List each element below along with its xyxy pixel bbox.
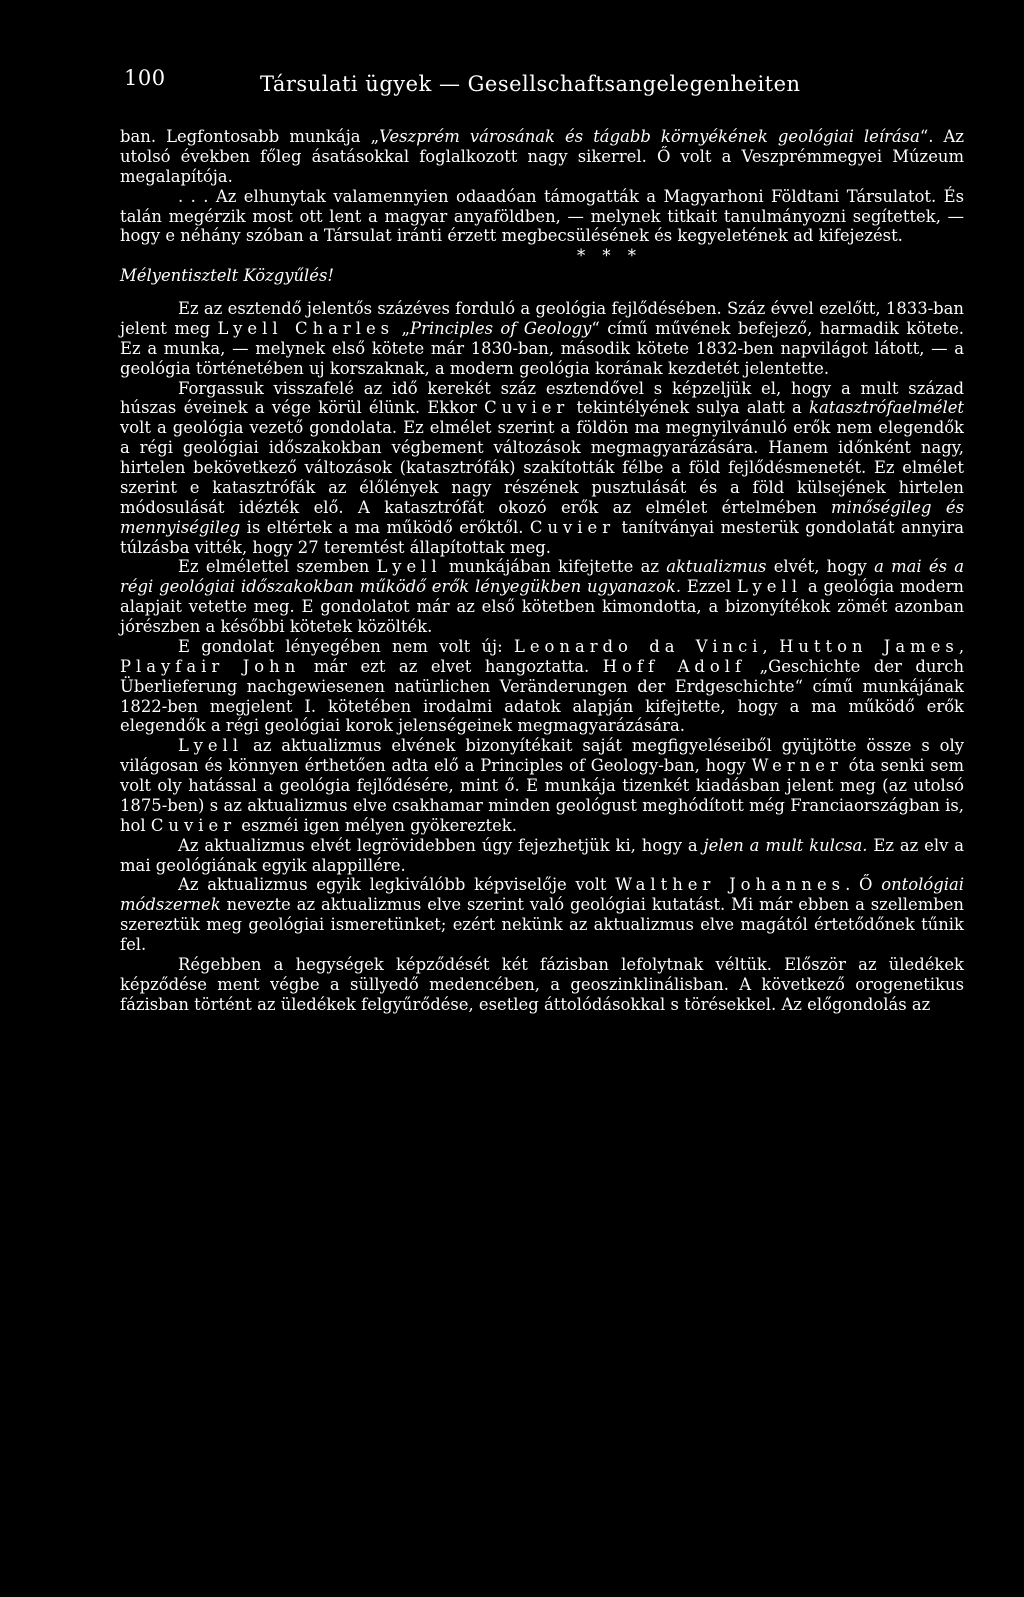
text-run: óta senki sem volt oly hatással a geológia fejlődésére, mint ő. E munkája tizenkét kiadásban jelent meg (az utolsó 1875-ben) s az aktualizmus elve csakhamar minden geológust meghódított még Franciaországban is, hol [120,756,964,835]
body-text [120,127,964,1015]
paragraph [120,557,964,637]
text-run: “ című művének befejező, harmadik kötete. Ez a munka, — melynek első kötete már 1830-ban, második kötete 1832-ben napvilágot látott, — a geológia történetében uj korszaknak, a modern geológia korának kezdetét jelentette. [120,318,964,378]
text-run: Forgassuk visszafelé az idő kerekét száz esztendővel s képzeljük el, hogy a mult század húszas éveinek a vége körül élünk. Ekkor [120,378,964,418]
text-run: Ez az elv a mai geológiának egyik alappillére. [120,835,964,875]
text-run: “. Az utolsó években főleg ásatásokkal foglalkozott nagy sikerrel. Ő volt a Veszprémmegyei Múzeum megalapítója. [120,127,964,186]
work-title: Veszprém városának és tágabb környékének geológiai leírása [379,127,920,146]
key-phrase: jelen a mult kulcsa. [703,835,868,855]
address-heading: Mélyentisztelt Közgyűlés! [120,266,334,286]
paragraph [120,379,964,558]
person-name: Werner [751,756,843,776]
paragraph [120,637,964,736]
text-run: eszméi igen mélyen gyökereztek. [236,815,517,835]
running-title: Társulati ügyek — Gesellschaftsangelegenheiten [260,72,801,96]
text-run: „Geschichte der durch Überlieferung nachgewiesenen natürlichen Veränderungen der Erdgeschichte“ című munkájának 1822-ben megjelent I. kötetében irodalmi adatok alapján kifejtette, hogy a ma működő erők elegendők a régi geológiai korok jelenségeinek megmagyarázására. [120,656,965,736]
page-header [124,58,864,94]
person-name: Lyell [376,557,442,577]
paragraph [120,836,964,876]
text-run: nevezte az aktualizmus elve szerint való geológiai kutatást. Mi már ebben a szellemben szereztük meg geológiai ismeretünket; ezért nekünk az aktualizmus elve magától értetődőnek tűnik fel. [120,895,964,954]
term: minőségileg és mennyiségileg [120,497,964,537]
text-run: „ [394,318,411,338]
text-run: E gondolat lényegében nem volt új: [178,636,514,656]
paragraph [120,299,964,379]
text-run: Ez az esztendő jelentős százéves forduló a geológia fejlődésében. Száz évvel ezelőtt, 1833-ban jelent meg [120,299,964,338]
paragraph [120,875,964,955]
person-name: Hoff Adolf [602,656,747,676]
text-run: volt a geológia vezető gondolata. Ez elmélet szerint a földön ma megnyilvánuló erők nem elegendők a régi geológiai időszakokban végbement változások megmagyarázására. Hanem időnként nagy, hirtelen bekövetkező változások (katasztrófák) szakították félbe a föld fejlődésmenetét. Ez elmélet szerint e katasztrófák az élőlények nagy részének pusztulását és a föld külsejének hirtelen módosulását idézték elő. A katasztrófát okozó erők az elmélet értelmében [120,418,964,517]
term: ontológiai módszernek [120,875,964,915]
person-name: Cuvier [484,398,570,418]
paragraph: Régebben a hegységek képződését két fázisban lefolytnak véltük. Először az üledékek képződése ment végbe a süllyedő medencében, a geoszinklinálisban. A következő orogenetikus fázisban történt az üledékek felgyűrődése, esetleg áttolódásokkal s törésekkel. Az előgondolás az [120,954,964,1014]
text-run: is eltértek a ma működő erőktől. [240,517,530,537]
term: katasztrófaelmélet [809,398,964,418]
text-run: . Ő [845,875,882,895]
person-name: Hutton James [779,636,959,656]
person-name: Walther Johannes [615,875,846,895]
person-name: Cuvier [529,517,616,537]
paragraph [120,127,964,187]
text-run: a geológia modern alapjait vetette meg. E gondolatot már az első kötetben kimondotta, a bizonyítékok zömét azonban jórészben a későbbi kötetek közölték. [120,577,964,636]
page-number: 100 [124,66,166,90]
person-name: Lyell [178,736,244,756]
text-run: Az aktualizmus elvét legrövidebben úgy fejezhetjük ki, hogy a [178,835,704,855]
paragraph [120,736,964,835]
person-name: Lyell [736,577,802,597]
section-separator: * * * [576,246,642,266]
text-run: Az aktualizmus egyik legkiválóbb képviselője volt [178,875,616,895]
text-run: Ezzel [681,577,737,597]
text-run: , [958,636,965,656]
text-run: már ezt az elvet hangoztatta. [300,656,603,676]
text-run: az aktualizmus elvének bizonyítékait saját megfigyeléseiből gyüjtötte össze s oly világosan és könnyen érthetően adta elő a Principles of Geology-ban, hogy [120,736,964,776]
text-run: tekintélyének sulya alatt a [569,398,810,418]
text-run: munkájában kifejtette az [441,557,667,577]
work-title: Principles of Geology [410,318,592,338]
principle-statement: a mai és a régi geológiai időszakokban működő erők lényegükben ugyanazok. [120,557,964,597]
person-name: Lyell Charles [217,318,395,338]
person-name: Leonardo da Vinci [513,636,763,656]
term: aktualizmus [666,557,767,577]
text-run: ban. Legfontosabb munkája „ [120,127,380,146]
text-run: Ez elmélettel szemben [178,557,377,577]
paragraph: . . . Az elhunytak valamennyien odaadóan támogatták a Magyarhoni Földtani Társulatot. És talán megérzik most ott lent a magyar anyaföldben, — melynek titkait tanulmányozni segítettek, — hogy e néhány szóban a Társulat iránti érzett megbecsülésének és kegyeletének ad kifejezést. [120,186,964,246]
text-run: , [762,636,780,656]
person-name: Cuvier [150,815,237,835]
person-name: Playfair John [120,656,301,676]
text-run: tanítványai mesterük gondolatát annyira túlzásba vitték, hogy 27 teremtést állapítottak meg. [120,517,964,557]
text-run: elvét, hogy [766,557,875,577]
